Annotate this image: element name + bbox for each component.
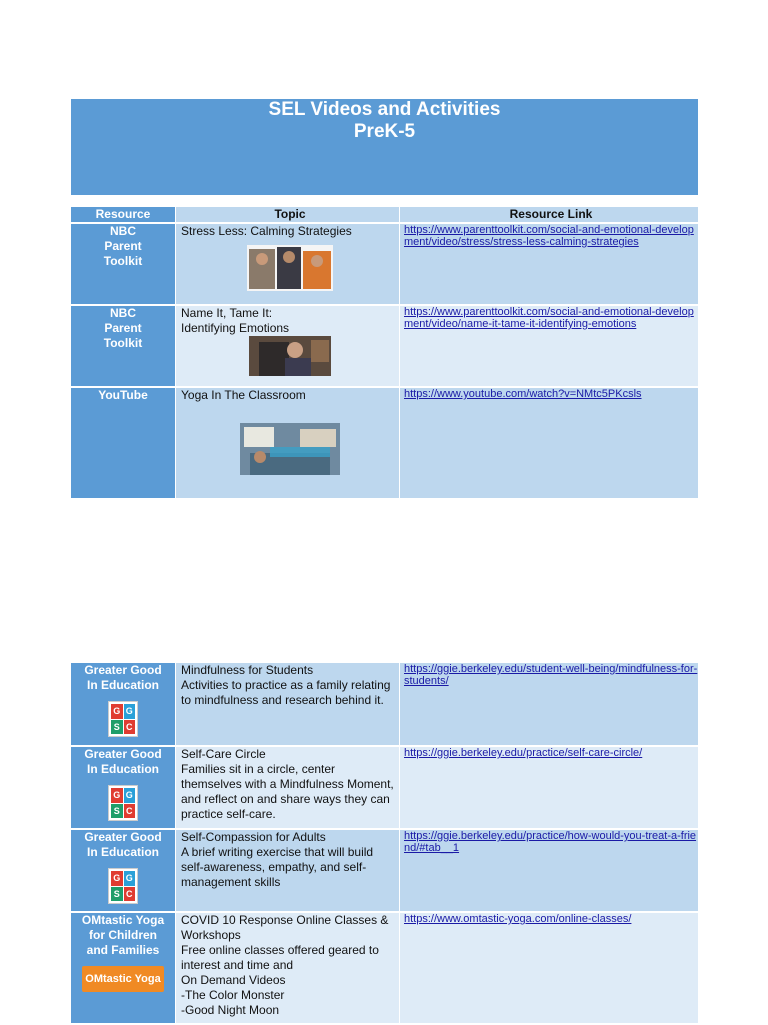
ggsc-letter: G (111, 871, 123, 886)
ggsc-letter: G (111, 704, 123, 719)
resource-cell (71, 663, 176, 746)
resource-link[interactable]: https://ggie.berkeley.edu/practice/self-care-circle/ (404, 747, 643, 759)
resource-link[interactable]: https://www.parenttoolkit.com/social-and-emotional-development/video/stress/stress-less-calming-strategies (404, 224, 694, 248)
ggsc-letter: G (111, 788, 123, 803)
resource-cell (71, 829, 176, 912)
header-link: Resource Link (400, 207, 699, 223)
table-row (71, 912, 698, 1024)
videos-table (71, 207, 698, 500)
ggsc-letter: C (124, 720, 136, 735)
activities-table (71, 663, 698, 1025)
table-row (71, 829, 698, 912)
topic-cell: Self-Care Circle Families sit in a circle, center themselves with a Mindfulness Moment, and reflect on and share ways they can practice self-care. (176, 746, 400, 829)
ggsc-letter: S (111, 804, 123, 819)
resource-cell (71, 746, 176, 829)
link-cell (400, 912, 699, 1024)
resource-cell: NBC Parent Toolkit (71, 305, 176, 387)
title-line-1: SEL Videos and Activities (268, 99, 501, 120)
topic-cell: Self-Compassion for Adults A brief writing exercise that will build self-awareness, empathy, and self-management skills (176, 829, 400, 912)
ggsc-letter: C (124, 887, 136, 902)
ggsc-letter: G (124, 704, 136, 719)
header-resource: Resource (71, 207, 176, 223)
link-cell (400, 746, 699, 829)
resource-cell: NBC Parent Toolkit (71, 223, 176, 305)
topic-cell (176, 305, 400, 387)
resource-link[interactable]: https://ggie.berkeley.edu/practice/how-would-you-treat-a-friend/#tab__1 (404, 830, 697, 854)
resource-link[interactable]: https://ggie.berkeley.edu/student-well-being/mindfulness-for-students/ (404, 663, 698, 687)
resource-cell (71, 912, 176, 1024)
yoga-video-thumbnail[interactable] (240, 423, 340, 475)
resource-text: Greater Good In Education (84, 663, 162, 692)
topic-cell: COVID 10 Response Online Classes & Workshops Free online classes offered geared to interest and time and On Demand Videos -The Color Monster -Good Night Moon (176, 912, 400, 1024)
ggsc-letter: S (111, 887, 123, 902)
topic-cell: Mindfulness for Students Activities to practice as a family relating to mindfulness and research behind it. (176, 663, 400, 746)
header-topic: Topic (176, 207, 400, 223)
topic-cell (176, 223, 400, 305)
resource-text: Greater Good In Education (84, 830, 162, 859)
link-cell (400, 387, 699, 499)
resource-link[interactable]: https://www.parenttoolkit.com/social-and-emotional-development/video/name-it-tame-it-identifying-emotions (404, 306, 694, 330)
resource-link[interactable]: https://www.youtube.com/watch?v=NMtc5PKcsls (404, 388, 642, 400)
topic-text: Yoga In The Classroom (181, 388, 306, 402)
topic-text: Name It, Tame It: Identifying Emotions (181, 306, 290, 335)
topic-cell (176, 387, 400, 499)
resource-cell: YouTube (71, 387, 176, 499)
topic-text: Stress Less: Calming Strategies (181, 224, 352, 238)
title-banner (71, 99, 698, 195)
link-cell (400, 223, 699, 305)
name-it-video-thumbnail[interactable] (249, 336, 331, 376)
ggsc-letter: G (124, 788, 136, 803)
omtastic-logo: OMtastic Yoga (82, 966, 164, 992)
table-row (71, 746, 698, 829)
title-line-2: PreK-5 (353, 121, 416, 142)
stress-less-video-thumbnail[interactable] (247, 245, 333, 291)
table-row (71, 663, 698, 746)
resource-text: Greater Good In Education (84, 747, 162, 776)
ggsc-letter: S (111, 720, 123, 735)
link-cell (400, 663, 699, 746)
resource-text: OMtastic Yoga for Children and Families (81, 913, 165, 957)
ggsc-letter: C (124, 804, 136, 819)
link-cell (400, 305, 699, 387)
table-row (71, 223, 698, 305)
title-separator (71, 195, 698, 198)
resource-link[interactable]: https://www.omtastic-yoga.com/online-classes/ (404, 913, 632, 925)
table-row (71, 305, 698, 387)
ggsc-letter: G (124, 871, 136, 886)
ggsc-logo (108, 868, 138, 904)
ggsc-logo (108, 701, 138, 737)
table-header-row (71, 207, 698, 223)
link-cell (400, 829, 699, 912)
ggsc-logo (108, 785, 138, 821)
table-row (71, 387, 698, 499)
